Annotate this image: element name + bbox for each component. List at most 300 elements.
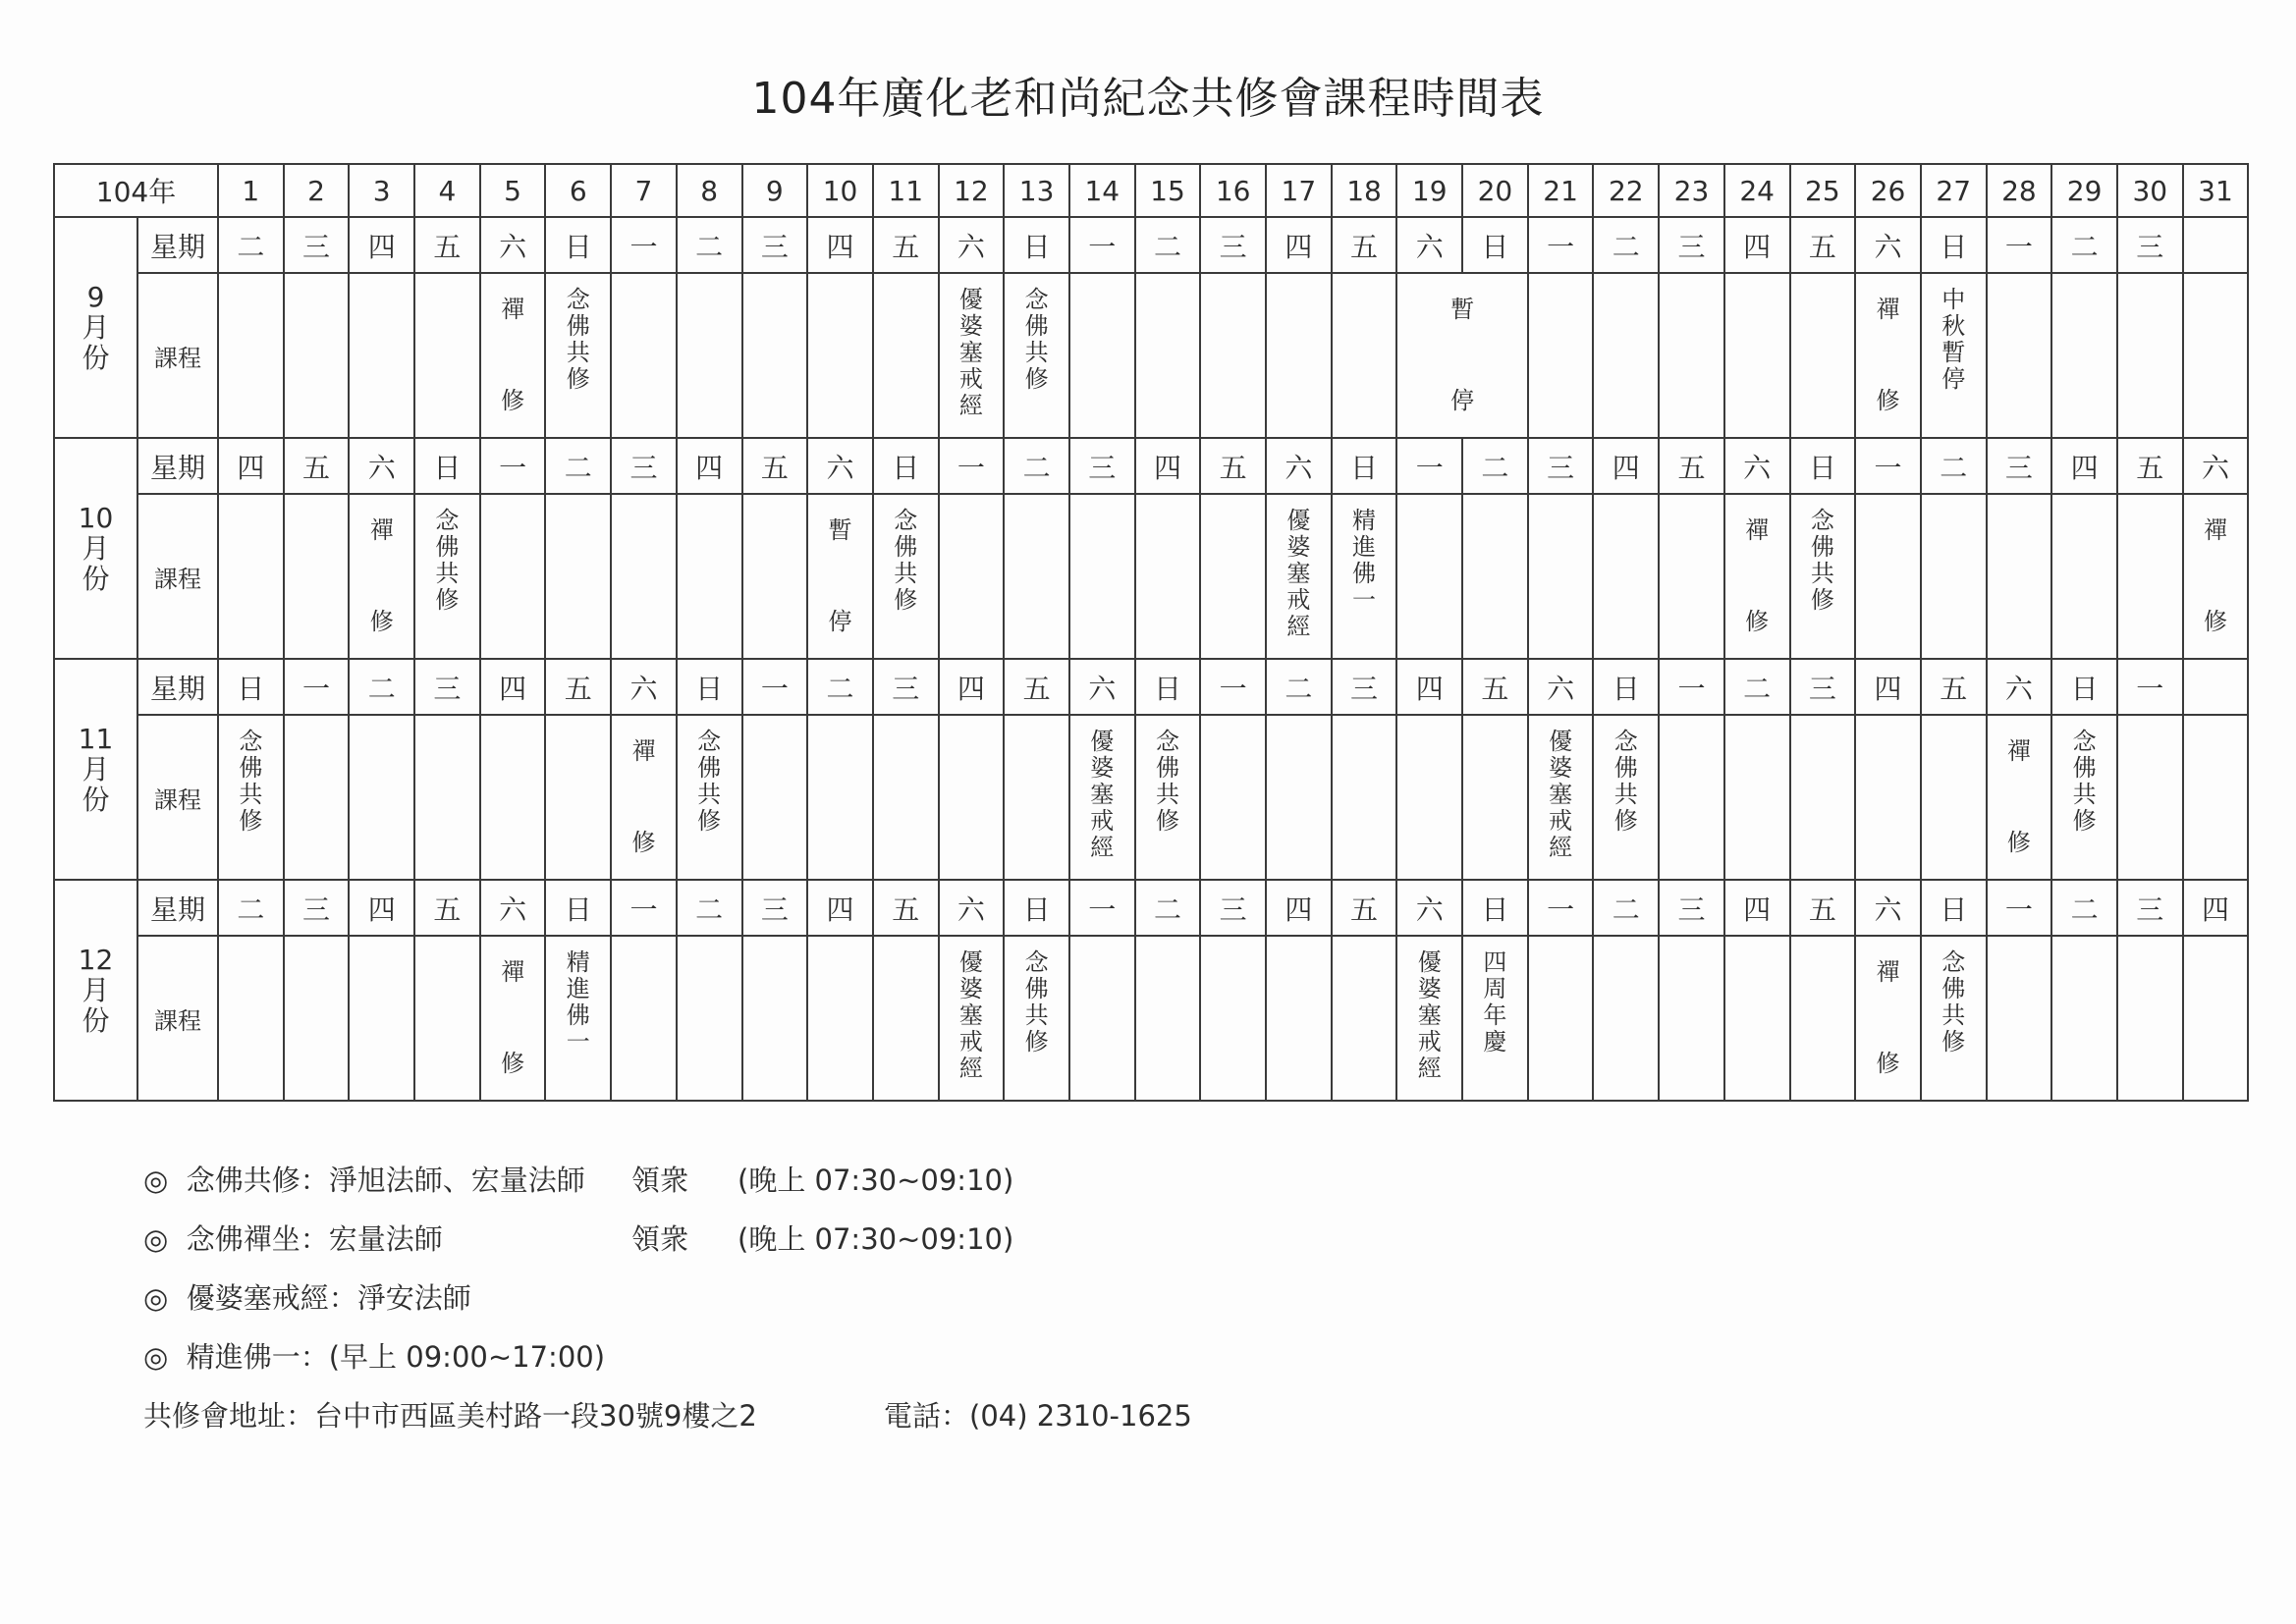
empty-course-cell bbox=[349, 936, 414, 1101]
weekday-cell: 日 bbox=[677, 659, 742, 715]
course-char: 停 bbox=[1941, 365, 1966, 393]
course-char: 修 bbox=[239, 807, 263, 835]
weekday-cell: 五 bbox=[284, 438, 350, 494]
course-char: 婆 bbox=[1286, 533, 1311, 561]
weekday-cell: 一 bbox=[939, 438, 1005, 494]
day-number: 21 bbox=[1528, 164, 1594, 217]
phone-text: 電話：(04) 2310-1625 bbox=[884, 1399, 1192, 1433]
course-char: 共 bbox=[435, 560, 460, 587]
course-char: 修 bbox=[566, 365, 590, 393]
note-text: ◎ 優婆塞戒經：淨安法師 bbox=[143, 1281, 471, 1315]
course-char: 念 bbox=[1024, 286, 1049, 313]
course-char: 婆 bbox=[1549, 754, 1573, 782]
course-text bbox=[1352, 508, 1376, 645]
weekday-cell: 六 bbox=[807, 438, 873, 494]
weekday-cell: 六 bbox=[1396, 217, 1462, 273]
course-text bbox=[435, 508, 459, 645]
month-label-part: 份 bbox=[82, 342, 110, 374]
day-number: 14 bbox=[1069, 164, 1135, 217]
weekday-row bbox=[54, 438, 2248, 494]
course-char: 經 bbox=[1549, 834, 1573, 861]
weekday-cell: 日 bbox=[218, 659, 284, 715]
empty-course-cell bbox=[1396, 715, 1462, 880]
weekday-cell: 日 bbox=[1593, 659, 1659, 715]
course-cell bbox=[677, 715, 742, 880]
course-text bbox=[1877, 297, 1900, 414]
course-text bbox=[1025, 287, 1049, 424]
weekday-cell: 二 bbox=[2051, 217, 2117, 273]
course-text bbox=[1877, 959, 1900, 1077]
course-text bbox=[567, 949, 590, 1087]
day-number: 3 bbox=[349, 164, 414, 217]
course-cell bbox=[1069, 715, 1135, 880]
weekday-cell: 三 bbox=[284, 217, 350, 273]
course-char: 戒 bbox=[1417, 1028, 1442, 1056]
course-char: 經 bbox=[958, 392, 983, 419]
weekday-cell: 五 bbox=[1462, 659, 1528, 715]
weekday-cell: 五 bbox=[873, 217, 939, 273]
weekday-cell: 六 bbox=[349, 438, 414, 494]
course-char: 戒 bbox=[1286, 586, 1311, 614]
empty-course-cell bbox=[218, 273, 284, 438]
course-char: 念 bbox=[1024, 948, 1049, 976]
course-char: 佛 bbox=[1352, 560, 1377, 587]
month-label-part: 12 bbox=[78, 944, 114, 976]
empty-course-cell bbox=[1004, 715, 1069, 880]
course-cell bbox=[545, 936, 611, 1101]
empty-course-cell bbox=[1462, 715, 1528, 880]
weekday-cell: 一 bbox=[1200, 659, 1266, 715]
weekday-cell: 五 bbox=[1790, 217, 1856, 273]
weekday-cell: 五 bbox=[545, 659, 611, 715]
empty-course-cell bbox=[1790, 715, 1856, 880]
weekday-cell: 六 bbox=[1396, 880, 1462, 936]
day-number: 11 bbox=[873, 164, 939, 217]
empty-course-cell bbox=[1135, 494, 1201, 659]
empty-course-cell bbox=[284, 936, 350, 1101]
course-cell bbox=[1855, 273, 1921, 438]
weekday-cell: 二 bbox=[1462, 438, 1528, 494]
course-char: 念 bbox=[894, 507, 918, 534]
course-row bbox=[54, 936, 2248, 1101]
course-char: 婆 bbox=[1417, 975, 1442, 1002]
month-label-part: 份 bbox=[82, 784, 110, 816]
course-cell bbox=[1921, 936, 1987, 1101]
course-text bbox=[2204, 517, 2227, 635]
course-char: 修 bbox=[1810, 586, 1834, 614]
empty-course-cell bbox=[807, 273, 873, 438]
day-number: 13 bbox=[1004, 164, 1069, 217]
empty-course-cell bbox=[1200, 936, 1266, 1101]
weekday-cell: 五 bbox=[2117, 438, 2183, 494]
course-char: 戒 bbox=[958, 365, 983, 393]
empty-course-cell bbox=[1593, 494, 1659, 659]
course-char: 修 bbox=[1876, 387, 1900, 414]
weekday-cell: 二 bbox=[677, 217, 742, 273]
course-char: 佛 bbox=[2072, 754, 2097, 782]
course-char: 修 bbox=[631, 829, 656, 856]
course-char: 共 bbox=[1613, 781, 1638, 808]
weekday-cell: 二 bbox=[677, 880, 742, 936]
day-header-row bbox=[54, 164, 2248, 217]
weekday-cell: 三 bbox=[2117, 880, 2183, 936]
course-char: 共 bbox=[1024, 1001, 1049, 1029]
weekday-cell: 四 bbox=[1724, 880, 1790, 936]
empty-course-cell bbox=[1332, 715, 1397, 880]
empty-course-cell bbox=[284, 494, 350, 659]
weekday-cell: 三 bbox=[1987, 438, 2052, 494]
weekday-cell: 二 bbox=[349, 659, 414, 715]
weekday-cell: 一 bbox=[480, 438, 546, 494]
day-number: 17 bbox=[1266, 164, 1332, 217]
weekday-cell: 日 bbox=[1135, 659, 1201, 715]
weekday-cell: 四 bbox=[677, 438, 742, 494]
day-number: 28 bbox=[1987, 164, 2052, 217]
weekday-cell: 日 bbox=[1921, 880, 1987, 936]
course-cell bbox=[1855, 936, 1921, 1101]
weekday-cell: 四 bbox=[349, 880, 414, 936]
empty-course-cell bbox=[480, 715, 546, 880]
weekday-cell: 日 bbox=[1921, 217, 1987, 273]
course-cell bbox=[1528, 715, 1594, 880]
course-cell bbox=[873, 494, 939, 659]
course-char: 塞 bbox=[958, 1001, 983, 1029]
course-cell bbox=[1004, 936, 1069, 1101]
weekday-cell: 六 bbox=[2183, 438, 2249, 494]
course-text bbox=[370, 517, 394, 635]
course-row bbox=[54, 494, 2248, 659]
weekday-cell: 二 bbox=[1724, 659, 1790, 715]
course-char: 修 bbox=[2072, 807, 2097, 835]
empty-course-cell bbox=[1266, 936, 1332, 1101]
empty-course-cell bbox=[1332, 273, 1397, 438]
empty-course-cell bbox=[2183, 715, 2249, 880]
weekday-cell bbox=[2183, 659, 2249, 715]
course-text bbox=[501, 959, 524, 1077]
weekday-cell: 一 bbox=[611, 880, 677, 936]
weekday-cell: 四 bbox=[2183, 880, 2249, 936]
empty-course-cell bbox=[218, 936, 284, 1101]
course-char: 秋 bbox=[1941, 312, 1966, 340]
course-cell bbox=[480, 936, 546, 1101]
course-char: 共 bbox=[1024, 339, 1049, 366]
course-text bbox=[959, 287, 983, 424]
weekday-cell: 一 bbox=[1528, 880, 1594, 936]
course-text bbox=[697, 729, 721, 866]
notes-section bbox=[143, 1159, 1715, 1433]
empty-course-cell bbox=[1069, 273, 1135, 438]
empty-course-cell bbox=[742, 273, 808, 438]
course-cell bbox=[218, 715, 284, 880]
course-text bbox=[1941, 287, 1965, 424]
course-cell bbox=[1790, 494, 1856, 659]
course-char: 共 bbox=[1810, 560, 1834, 587]
course-char: 暫 bbox=[1450, 296, 1475, 323]
course-char: 停 bbox=[1450, 387, 1475, 414]
weekday-cell: 六 bbox=[1724, 438, 1790, 494]
course-char: 塞 bbox=[1549, 781, 1573, 808]
course-char: 精 bbox=[566, 948, 590, 976]
weekday-cell: 五 bbox=[1921, 659, 1987, 715]
course-char: 共 bbox=[2072, 781, 2097, 808]
course-row-label: 課程 bbox=[137, 494, 218, 659]
course-text bbox=[894, 508, 917, 645]
course-char: 念 bbox=[239, 728, 263, 755]
course-char: 佛 bbox=[435, 533, 460, 561]
empty-course-cell bbox=[1659, 715, 1724, 880]
empty-course-cell bbox=[1724, 715, 1790, 880]
note-text: ◎ 念佛共修：淨旭法師、宏量法師 bbox=[143, 1164, 585, 1197]
address-line bbox=[143, 1394, 1715, 1434]
course-char: 禪 bbox=[631, 737, 656, 765]
weekday-row bbox=[54, 217, 2248, 273]
address-text: 共修會地址：台中市西區美村路一段30號9樓之2 bbox=[143, 1399, 757, 1433]
course-char: 佛 bbox=[894, 533, 918, 561]
weekday-cell: 日 bbox=[545, 880, 611, 936]
weekday-cell: 一 bbox=[1396, 438, 1462, 494]
empty-course-cell bbox=[611, 936, 677, 1101]
weekday-cell: 五 bbox=[1004, 659, 1069, 715]
course-char: 佛 bbox=[566, 1001, 590, 1029]
day-number: 20 bbox=[1462, 164, 1528, 217]
day-number: 6 bbox=[545, 164, 611, 217]
weekday-cell: 五 bbox=[1200, 438, 1266, 494]
weekday-cell: 四 bbox=[480, 659, 546, 715]
course-char: 停 bbox=[828, 608, 852, 635]
course-text bbox=[1614, 729, 1638, 866]
weekday-cell: 六 bbox=[1528, 659, 1594, 715]
empty-course-cell bbox=[611, 494, 677, 659]
weekday-cell: 日 bbox=[1004, 880, 1069, 936]
note-time: (晚上 07:30~09:10) bbox=[738, 1164, 1014, 1197]
weekday-cell: 一 bbox=[1528, 217, 1594, 273]
course-text bbox=[567, 287, 590, 424]
weekday-row-label: 星期 bbox=[137, 438, 218, 494]
course-char: 塞 bbox=[1417, 1001, 1442, 1029]
course-char: 塞 bbox=[1090, 781, 1115, 808]
course-char: 念 bbox=[697, 728, 722, 755]
month-label-part: 份 bbox=[82, 563, 110, 595]
empty-course-cell bbox=[1987, 936, 2052, 1101]
empty-course-cell bbox=[873, 936, 939, 1101]
course-row bbox=[54, 273, 2248, 438]
empty-course-cell bbox=[349, 715, 414, 880]
course-char: 共 bbox=[894, 560, 918, 587]
weekday-cell bbox=[2183, 217, 2249, 273]
course-cell bbox=[1396, 273, 1527, 438]
course-char: 優 bbox=[1549, 728, 1573, 755]
course-char: 修 bbox=[501, 387, 525, 414]
course-char: 念 bbox=[2072, 728, 2097, 755]
course-char: 戒 bbox=[1549, 807, 1573, 835]
course-text bbox=[1745, 517, 1769, 635]
course-text bbox=[2073, 729, 2097, 866]
weekday-cell: 六 bbox=[939, 217, 1005, 273]
course-char: 修 bbox=[894, 586, 918, 614]
weekday-cell: 日 bbox=[1004, 217, 1069, 273]
empty-course-cell bbox=[1004, 494, 1069, 659]
empty-course-cell bbox=[1593, 936, 1659, 1101]
day-number: 18 bbox=[1332, 164, 1397, 217]
empty-course-cell bbox=[677, 936, 742, 1101]
empty-course-cell bbox=[1659, 936, 1724, 1101]
day-number: 10 bbox=[807, 164, 873, 217]
course-char: 念 bbox=[435, 507, 460, 534]
course-char: 念 bbox=[1613, 728, 1638, 755]
weekday-cell: 二 bbox=[218, 880, 284, 936]
day-number: 9 bbox=[742, 164, 808, 217]
empty-course-cell bbox=[807, 936, 873, 1101]
course-char: 經 bbox=[1090, 834, 1115, 861]
empty-course-cell bbox=[939, 494, 1005, 659]
year-label: 104年 bbox=[54, 164, 218, 217]
month-label-part: 10 bbox=[78, 502, 114, 534]
weekday-cell: 六 bbox=[1855, 217, 1921, 273]
course-char: 佛 bbox=[1613, 754, 1638, 782]
weekday-row-label: 星期 bbox=[137, 217, 218, 273]
course-cell bbox=[1004, 273, 1069, 438]
course-char: 佛 bbox=[1024, 312, 1049, 340]
course-text bbox=[829, 517, 852, 635]
day-number: 23 bbox=[1659, 164, 1724, 217]
course-char: 禪 bbox=[1745, 516, 1770, 544]
empty-course-cell bbox=[742, 715, 808, 880]
course-char: 禪 bbox=[501, 958, 525, 986]
course-char: 修 bbox=[1024, 1028, 1049, 1056]
day-number: 26 bbox=[1855, 164, 1921, 217]
course-char: 共 bbox=[1941, 1001, 1966, 1029]
course-char: 修 bbox=[1941, 1028, 1966, 1056]
weekday-cell: 日 bbox=[1332, 438, 1397, 494]
weekday-cell: 三 bbox=[1200, 880, 1266, 936]
weekday-cell: 二 bbox=[1593, 880, 1659, 936]
empty-course-cell bbox=[414, 273, 480, 438]
empty-course-cell bbox=[873, 715, 939, 880]
course-char: 優 bbox=[1090, 728, 1115, 755]
empty-course-cell bbox=[1659, 273, 1724, 438]
empty-course-cell bbox=[1069, 494, 1135, 659]
weekday-cell: 三 bbox=[1659, 217, 1724, 273]
course-char: 共 bbox=[697, 781, 722, 808]
weekday-cell: 三 bbox=[1069, 438, 1135, 494]
course-cell bbox=[1396, 936, 1462, 1101]
course-text bbox=[1483, 949, 1506, 1087]
course-char: 修 bbox=[2006, 829, 2031, 856]
weekday-cell: 二 bbox=[1921, 438, 1987, 494]
course-char: 塞 bbox=[1286, 560, 1311, 587]
empty-course-cell bbox=[1790, 936, 1856, 1101]
weekday-cell: 六 bbox=[1069, 659, 1135, 715]
course-text bbox=[239, 729, 262, 866]
empty-course-cell bbox=[1135, 273, 1201, 438]
empty-course-cell bbox=[1987, 273, 2052, 438]
empty-course-cell bbox=[1200, 273, 1266, 438]
course-cell bbox=[1724, 494, 1790, 659]
course-cell bbox=[807, 494, 873, 659]
course-char: 佛 bbox=[697, 754, 722, 782]
course-char: 禪 bbox=[2203, 516, 2227, 544]
weekday-cell: 三 bbox=[1332, 659, 1397, 715]
weekday-cell: 日 bbox=[2051, 659, 2117, 715]
note-lead: 領衆 bbox=[631, 1222, 689, 1256]
course-char: 年 bbox=[1483, 1001, 1507, 1029]
day-number: 7 bbox=[611, 164, 677, 217]
weekday-cell: 一 bbox=[1987, 217, 2052, 273]
course-char: 進 bbox=[566, 975, 590, 1002]
course-char: 經 bbox=[1286, 613, 1311, 640]
month-label bbox=[54, 880, 137, 1101]
course-char: 優 bbox=[958, 286, 983, 313]
course-char: 經 bbox=[958, 1055, 983, 1082]
empty-course-cell bbox=[1921, 494, 1987, 659]
weekday-cell: 五 bbox=[873, 880, 939, 936]
course-cell bbox=[1266, 494, 1332, 659]
weekday-cell: 六 bbox=[1855, 880, 1921, 936]
empty-course-cell bbox=[1396, 494, 1462, 659]
course-text bbox=[1156, 729, 1179, 866]
month-label-part: 月 bbox=[82, 311, 110, 344]
weekday-cell: 三 bbox=[873, 659, 939, 715]
course-text bbox=[631, 738, 655, 856]
empty-course-cell bbox=[218, 494, 284, 659]
day-number: 2 bbox=[284, 164, 350, 217]
course-char: 修 bbox=[1024, 365, 1049, 393]
weekday-cell: 四 bbox=[1593, 438, 1659, 494]
weekday-cell: 一 bbox=[1069, 880, 1135, 936]
course-char: 優 bbox=[1286, 507, 1311, 534]
course-char: 優 bbox=[1417, 948, 1442, 976]
course-cell bbox=[1135, 715, 1201, 880]
course-char: 一 bbox=[1352, 586, 1377, 614]
empty-course-cell bbox=[807, 715, 873, 880]
weekday-cell: 五 bbox=[742, 438, 808, 494]
weekday-cell: 日 bbox=[1462, 217, 1528, 273]
course-char: 念 bbox=[1941, 948, 1966, 976]
weekday-cell: 五 bbox=[1790, 880, 1856, 936]
month-label-part: 份 bbox=[82, 1004, 110, 1037]
empty-course-cell bbox=[545, 715, 611, 880]
weekday-cell: 日 bbox=[414, 438, 480, 494]
course-row bbox=[54, 715, 2248, 880]
weekday-cell: 四 bbox=[1855, 659, 1921, 715]
course-cell bbox=[1593, 715, 1659, 880]
course-char: 共 bbox=[1155, 781, 1179, 808]
day-number: 31 bbox=[2183, 164, 2249, 217]
course-text bbox=[959, 949, 983, 1087]
course-char: 暫 bbox=[828, 516, 852, 544]
weekday-cell: 日 bbox=[1462, 880, 1528, 936]
empty-course-cell bbox=[1528, 936, 1594, 1101]
weekday-cell: 四 bbox=[1266, 880, 1332, 936]
day-number: 5 bbox=[480, 164, 546, 217]
course-char: 共 bbox=[566, 339, 590, 366]
empty-course-cell bbox=[939, 715, 1005, 880]
course-cell bbox=[349, 494, 414, 659]
weekday-cell: 一 bbox=[742, 659, 808, 715]
course-text bbox=[1811, 508, 1834, 645]
course-cell bbox=[2051, 715, 2117, 880]
month-label bbox=[54, 438, 137, 659]
course-char: 慶 bbox=[1483, 1028, 1507, 1056]
empty-course-cell bbox=[284, 715, 350, 880]
day-number: 30 bbox=[2117, 164, 2183, 217]
month-label-part: 9 bbox=[86, 281, 105, 313]
empty-course-cell bbox=[2117, 494, 2183, 659]
empty-course-cell bbox=[1266, 715, 1332, 880]
course-char: 佛 bbox=[239, 754, 263, 782]
course-char: 念 bbox=[1810, 507, 1834, 534]
weekday-cell: 一 bbox=[611, 217, 677, 273]
